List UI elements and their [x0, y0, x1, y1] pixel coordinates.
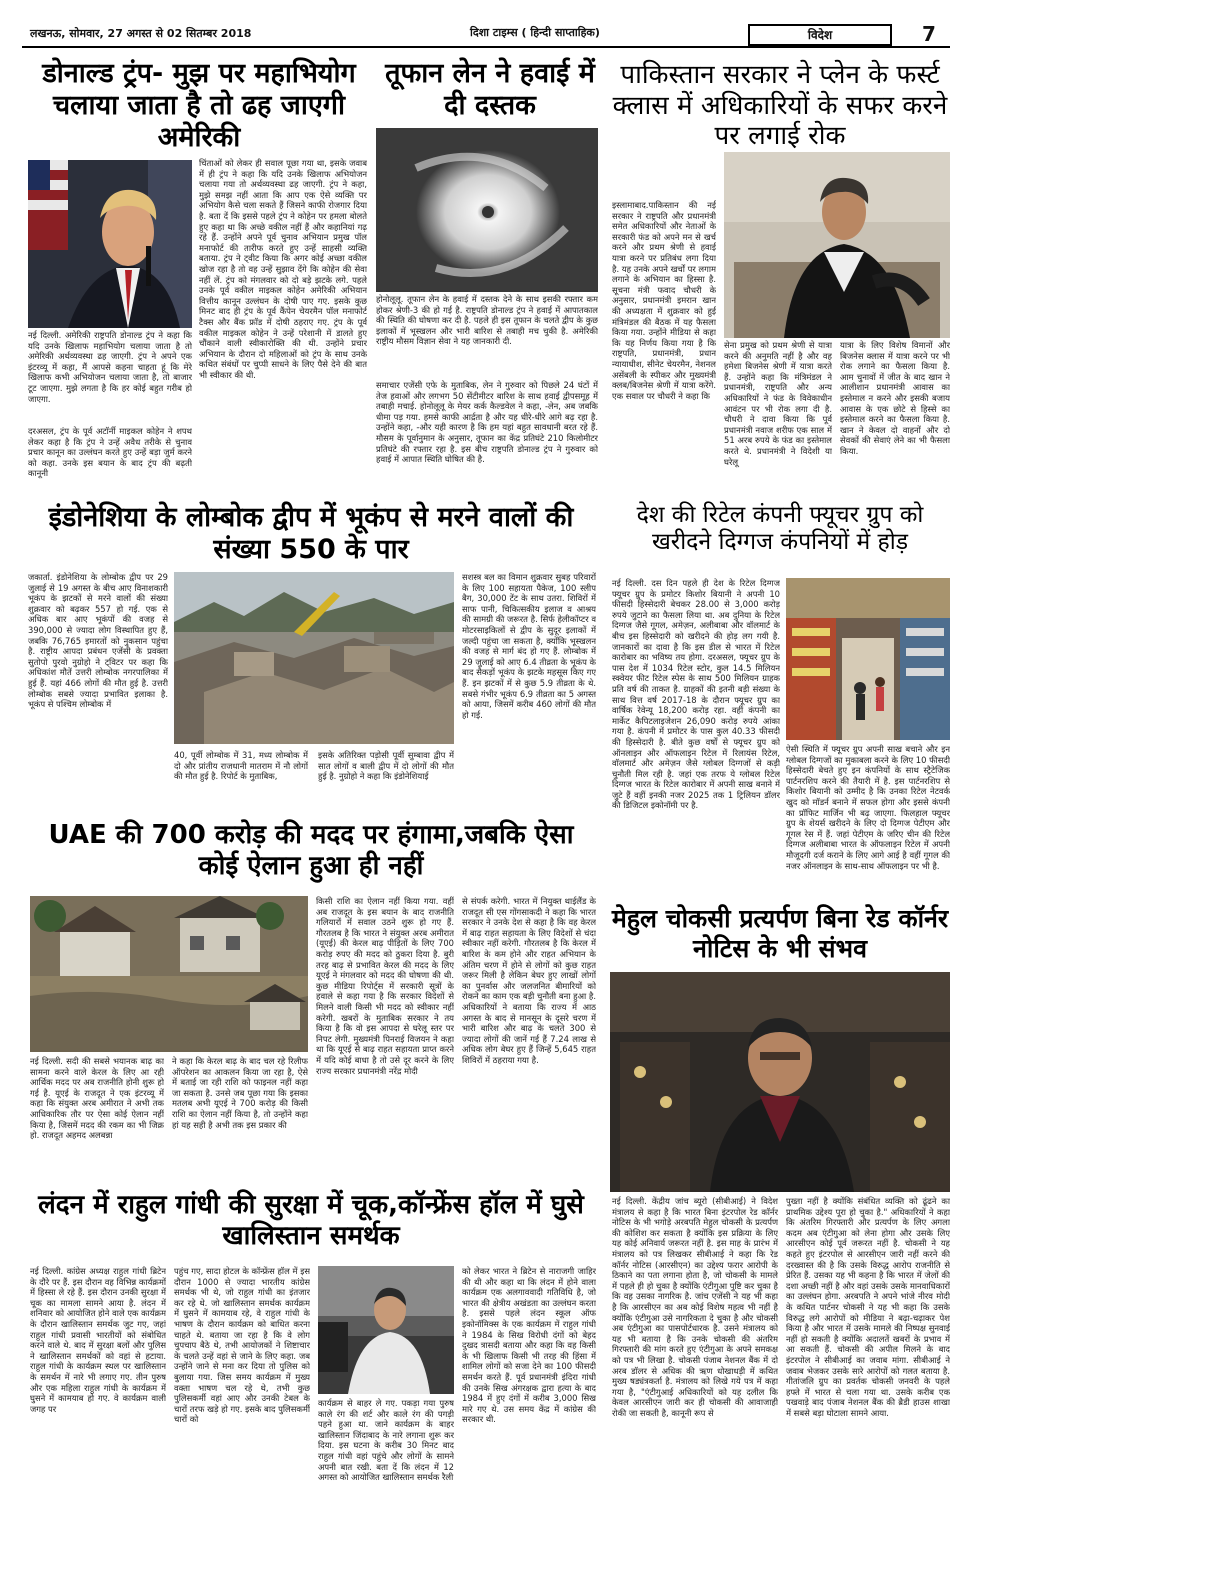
pakistan-body-col1: इस्लामाबाद.पाकिस्तान की नई सरकार ने राष्ट्रपति और प्रधानमंत्री समेत अधिकारियों और नेताओं के सरकारी फंड को अपने मन से खर्च करने और प्रथम श्रेणी से हवाई यात्रा करने पर प्रतिबंध लगा दिया है. यह उनके अपने खर्चों पर लगाम लगाने के अभियान का हिस्सा है. सूचना मंत्री फवाद चौधरी के अनुसार, प्रधानमंत्री इमरान खान की अध्यक्षता में शुक्रवार को हुई मंत्रिमंडल की बैठक में यह फैसला किया गया. उन्होंने मीडिया से कहा कि यह निर्णय किया गया है कि राष्ट्रपति, प्रधानमंत्री, प्रधान न्यायाधीश, सीनेट चेयरमैन, नेशनल असेंबली के स्पीकर और मुख्यमंत्री क्लब/बिजनेस श्रेणी में यात्रा करेंगे. एक सवाल पर चौधरी ने कहा कि [612, 200, 716, 401]
masthead-date: लखनऊ, सोमवार, 27 अगस्त से 02 सितम्बर 2018 [30, 27, 252, 40]
uae-headline: UAE की 700 करोड़ की मदद पर हंगामा,जबकि ऐसा कोई ऐलान हुआ ही नहीं [48, 820, 574, 881]
future-group-headline: देश की रिटेल कंपनी फ्यूचर ग्रुप को खरीदने दिग्गज कंपनियों में होड़ [636, 502, 924, 556]
mehul-choksi-headline: मेहुल चोकसी प्रत्यर्पण बिना रेड कॉर्नर नोटिस के भी संभव [611, 904, 949, 963]
hurricane-photo [376, 128, 598, 292]
rahul-gandhi-headline: लंदन में राहुल गांधी की सुरक्षा में चूक,कॉन्फ्रेंस हॉल में घुसे खालिस्तान समर्थक [38, 1190, 584, 1251]
uae-body-col3: किसी राशि का ऐलान नहीं किया गया. वहीं अब राजदूत के इस बयान के बाद राजनीति गलियारों में सवाल उठने शुरू हो गए हैं. गौरतलब है कि भारत ने संयुक्त अरब अमीरात (यूएई) की केरल बाढ़ पीड़ितों के लिए 700 करोड़ रुपए की मदद को ठुकरा दिया है. बुरी तरह बाढ़ से प्रभावित केरल की मदद के लिए यूएई ने मंगलवार को मदद की घोषणा की थी. कुछ मीडिया रिपोर्ट्स में सरकारी सूत्रों के हवाले से कहा गया है कि सरकार विदेशों से मिलने वाली किसी भी मदद को स्वीकार नहीं करेगी. खबरों के मुताबिक सरकार ने तय किया है कि वो इस आपदा से घरेलू स्तर पर निपट लेगी. मुख्यमंत्री पिनराई विजयन ने कहा था कि यूएई से बाढ़ राहत सहायता प्राप्त करने में यदि कोई बाधा है तो उसे दूर करने के लिए राज्य सरकार प्रधानमंत्री नरेंद्र मोदी [316, 896, 454, 1076]
uae-body-col2: ने कहा कि केरल बाढ़ के बाद चल रहे रिलीफ ऑपरेशन का आकलन किया जा रहा है, ऐसे में बताई जा रही राशि को फाइनल नहीं कहा जा सकता है. उनसे जब पूछा गया कि इसका मतलब अभी यूएई ने 700 करोड़ की किसी राशि का ऐलान नहीं किया है, तो उन्होंने कहा हां यह सही है अभी तक इस प्रकार की [172, 1056, 308, 1130]
earthquake-photo [174, 572, 454, 744]
uae-body-col4: से संपर्क करेगी. भारत में नियुक्त थाईलैंड के राजदूत सी एस गोंगसाकदी ने कहा कि भारत सरकार ने उनके देश से कहा है कि वह केरल में बाढ़ राहत सहायता के लिए विदेशों से चंदा स्वीकार नहीं करेगी. गौरतलब है कि केरल में बारिश के कम होने और राहत अभियान के अंतिम चरण में होने से लोगों को कुछ राहत जरूर मिली है लेकिन बेघर हुए लाखों लोगों का पुनर्वास और जलजनित बीमारियों को रोकने का काम एक बड़ी चुनौती बना हुआ है. अधिकारियों ने बताया कि राज्य में आठ अगस्त के बाद से मानसून के दूसरे चरण में भारी बारिश और बाढ़ के चलते 300 से ज्यादा लोगों की जानें गई हैं 7.24 लाख से अधिक लोग बेघर हुए हैं जिन्हें 5,645 राहत शिविरों में ठहराया गया है. [462, 896, 596, 1065]
pakistan-body-col3: यात्रा के लिए विशेष विमानों और बिजनेस क्लास में यात्रा करने पर भी रोक लगाने का फैसला किया है. आम चुनावों में जीत के बाद खान ने आलीशान प्रधानमंत्री आवास का इस्तेमाल न करने और इसकी बजाय आवास के एक छोटे से हिस्से का इस्तेमाल करने का फैसला किया है. खान ने केवल दो वाहनों और दो सेवकों की सेवाएं लेने का भी फैसला किया. [840, 340, 950, 456]
mehul-choksi-body-col2: पुख्ता नहीं है क्योंकि संबंधित व्यक्ति को ढूंढने का प्राथमिक उद्देश्य पूरा हो चुका है." अधिकारियों ने कहा कि अंतरिम गिरफ्तारी और प्रत्यर्पण के लिए अगला कदम अब एंटीगुआ को लेना होगा और उसके लिए आरसीएन कोई पूर्व जरूरत नहीं है. चोकसी ने यह कहते हुए इंटरपोल से आरसीएन जारी नहीं करने की दरख्वास्त की है कि उसके विरुद्ध आरोप राजनीति से प्रेरित हैं. उसका यह भी कहना है कि भारत में जेलों की दशा अच्छी नहीं है और वहां उसके उसके मानवाधिकारों का उल्लंघन होगा. अरबपति ने अपने भांजे नीरव मोदी के कथित पार्टनर चोकसी ने यह भी कहा कि उसके विरुद्ध लगे आरोपों को मीडिया ने बढ़ा-चढ़ाकर पेश किया है और भारत में उसके मामले की निष्पक्ष सुनवाई नहीं हो सकती है क्योंकि अदालतें खबरों के प्रभाव में आ सकती हैं. चोकसी की अपील मिलने के बाद इंटरपोल ने सीबीआई का जवाब मांगा. सीबीआई ने जवाब भेजकर उसके सारे आरोपों को गलत बताया है. गीतांजलि ग्रुप का प्रवर्तक चोकसी जनवरी के पहले हफ्ते में भारत से चला गया था. उसके करीब एक पखवाड़े बाद पंजाब नेशनल बैंक की ब्रैडी हाउस शाखा में सबसे बड़ा घोटाला सामने आया. [786, 1196, 950, 1418]
hawaii-headline: तूफान लेन ने हवाई में दी दस्तक [385, 58, 595, 121]
future-group-body-col2: ऐसी स्थिति में फ्यूचर ग्रुप अपनी साख बचाने और इन ग्लोबल दिग्गजों का मुकाबला करने के लिए 10 फीसदी हिस्सेदारी बेचते हुए इन कंपनियों के साथ स्ट्रैटेजिक पार्टनरशिप करने की तैयारी में है. इस पार्टनरशिप से किशोर बियानी को उम्मीद है कि उनका रिटेल नेटवर्क खुद को मॉडर्न बनाने में सफल होगा और इससे कंपनी का प्रॉफिट मार्जिन भी बढ़ जाएगा. फिलहाल फ्यूचर ग्रुप के शेयर्स खरीदने के लिए दो दिग्गज पेटीएम और गूगल रेस में हैं. जहां पेटीएम के जरिए चीन की रिटेल दिग्गज अलीबाबा भारत के ऑफलाइन रिटेल में अपनी मौजूदगी दर्ज कराने के लिए आगे आई है वहीं गूगल की नजर ऑनलाइन के साथ-साथ ऑफलाइन पर भी है. [786, 744, 950, 871]
trump-caption: नई दिल्ली. अमेरिकी राष्ट्रपति डोनाल्ड ट्रंप ने कहा कि यदि उनके खिलाफ महाभियोग चलाया जाता है तो अमेरिकी अर्थव्यवस्था ढह जाएगी. ट्रंप ने अपने एक इंटरव्यू में कहा, मैं आपसे कहना चाहता हूं कि मेरे खिलाफ कभी अभियोजन चलाया जाता है, तो बाजार टूट जाएगा. मुझे लगता है कि हर कोई बहुत गरीब हो जाएगा. [28, 330, 192, 404]
rahul-gandhi-body-col3: को लेकर भारत ने ब्रिटेन से नाराजगी जाहिर की थी और कहा था कि लंदन में होने वाला कार्यक्रम एक अलगाववादी गतिविधि है, जो भारत की क्षेत्रीय अखंडता का उल्लंघन करता है. इससे पहले लंदन स्कूल ऑफ इकोनॉमिक्स के एक कार्यक्रम में राहुल गांधी ने 1984 के सिख विरोधी दंगों को बेहद दुखद त्रासदी बताया और कहा कि वह किसी के भी खिलाफ किसी भी तरह की हिंसा में शामिल लोगों को सजा देने का 100 फीसदी समर्थन करते हैं. पूर्व प्रधानमंत्री इंदिरा गांधी की उनके सिख अंगरक्षक द्वारा हत्या के बाद 1984 में हुए दंगों में करीब 3,000 सिख मारे गए थे. उस समय केंद्र में कांग्रेस की सरकार थी. [462, 1266, 596, 1425]
lombok-body-col4: सशस्त्र बल का विमान शुक्रवार सुबह परिवारों के लिए 100 सहायता पैकेज, 100 स्लीप बैग, 30,000 टेंट के साथ उतरा. शिविरों में साफ पानी, चिकित्सकीय इलाज व आश्रय की सामग्री की जरूरत है. सिर्फ हेलीकॉप्टर व मोटरसाइकिलों से द्वीप के सुदूर इलाकों में जल्दी पहुंचा जा सकता है, क्योंकि भूस्खलन की वजह से मार्ग बंद हो गए हैं. लोम्बोक में 29 जुलाई को आए 6.4 तीव्रता के भूकंप के बाद सैकड़ों भूकंप के झटके महसूस किए गए हैं. इन झटकों में से कुछ 5.9 तीव्रता के थे. सबसे गंभीर भूकंप 6.9 तीव्रता का 5 अगस्त को आया, जिसमें करीब 460 लोगों की मौत हो गई. [462, 572, 596, 720]
rahul-gandhi-caption: कार्यक्रम से बाहर ले गए. पकड़ा गया पुरुष काले रंग की शर्ट और काले रंग की पगड़ी पहने हुआ था. जाने कार्यक्रम के बाहर खालिस्तान जिंदाबाद के नारे लगाना शुरू कर दिया. इस घटना के करीब 30 मिनट बाद राहुल गांधी वहां पहुंचे और लोगों के सामने अपनी बात रखी. बता दें कि लंदन में 12 अगस्त को आयोजित खालिस्तान समर्थक रैली [318, 1398, 454, 1483]
imran-khan-photo [724, 152, 950, 338]
section-label: विदेश [748, 24, 892, 46]
mehul-choksi-body-col1: नई दिल्ली. केंद्रीय जांच ब्यूरो (सीबीआई) ने विदेश मंत्रालय से कहा है कि भारत बिना इंटरपोल रेड कॉर्नर नोटिस के भी भगोड़े अरबपति मेहुल चोकसी के प्रत्यर्पण की कोशिश कर सकता है क्योंकि इस प्रक्रिया के लिए यह कोई अनिवार्य जरूरत नहीं है. इस माह के प्रारंभ में मंत्रालय को पत्र लिखकर सीबीआई ने कहा कि रेड कॉर्नर नोटिस (आरसीएन) का उद्देश्य फरार आरोपी के ठिकाने का पता लगाना होता है, जो चोकसी के मामले में पहले ही हो चुका है क्योंकि एंटीगुआ पुष्टि कर चुका है कि वह उसका नागरिक है. जांच एजेंसी ने यह भी कहा है कि आरसीएन का अब कोई विशेष महत्व भी नहीं है क्योंकि एंटीगुआ उसे नागरिकता दे चुका है और चोकसी अब एंटीगुआ का पासपोर्टधारक है. उसने मंत्रालय को यह भी बताया है कि उनके चोकसी की अंतरिम गिरफ्तारी की मांग करते हुए एंटीगुआ के अपने समकक्ष को पत्र भी लिखा है. चोकसी पंजाब नेशनल बैंक में दो अरब डॉलर से अधिक की ऋण धोखाधड़ी में कथित मुख्य षड्यंत्रकर्ता है. मंत्रालय को लिखे गये पत्र में कहा गया है, "एंटीगुआई अधिकारियों को यह दलील कि केवल आरसीएन जारी कर ही चोकसी की आवाजाही रोकी जा सकती है, कानूनी रूप से [612, 1196, 778, 1418]
lombok-body-col3: इसके अतिरिक्त पड़ोसी पूर्वी सुम्बावा द्वीप में सात लोगों व बाली द्वीप में दो लोगों की मौत हुई है. नुग्रोहो ने कहा कि इंडोनेशियाई [318, 750, 454, 782]
pakistan-body-col2: सेना प्रमुख को प्रथम श्रेणी से यात्रा करने की अनुमति नहीं है और वह हमेशा बिजनेस श्रेणी में यात्रा करते हैं. उन्होंने कहा कि मंत्रिमंडल ने प्रधानमंत्री, राष्ट्रपति और अन्य अधिकारियों ने फंड के विवेकाधीन आवंटन पर भी रोक लगा दी है. चौधरी ने दावा किया कि पूर्व प्रधानमंत्री नवाज शरीफ एक साल में 51 अरब रुपये के फंड का इस्तेमाल करते थे. प्रधानमंत्री ने विदेशी या घरेलू [724, 340, 832, 467]
kerala-flood-photo [30, 896, 308, 1052]
lombok-body-col1: जकार्ता. इंडोनेशिया के लोम्बोक द्वीप पर 29 जुलाई से 19 अगस्त के बीच आए विनाशकारी भूकंप के झटकों से मरने वालों की संख्या शुक्रवार को बढ़कर 557 हो गई. एक से अधिक बार आए भूकंपों की वजह से 390,000 से ज्यादा लोग विस्थापित हुए हैं, जबकि 76,765 इमारतों को नुकसान पहुंचा है. राष्ट्रीय आपदा प्रबंधन एजेंसी के प्रवक्ता सुतोपो पुरवो नुग्रोहो ने ट्विटर पर कहा कि अधिकांश मौतें उत्तरी लोम्बोक नगरपालिका में हुई हैं. यहां 466 लोगों की मौत हुई है. उत्तरी लोम्बोक सबसे ज्यादा प्रभावित इलाका है. भूकंप से पश्चिम लोम्बोक में [28, 572, 168, 710]
rahul-gandhi-photo [318, 1266, 454, 1394]
hawaii-caption: होनोलूलू. तूफान लेन के हवाई में दस्तक देने के साथ इसकी रफ्तार कम होकर श्रेणी-3 की हो गई है. राष्ट्रपति डोनाल्ड ट्रंप ने हवाई में आपातकाल की स्थिति की घोषणा कर दी है. पहले ही इस तूफान के चलते द्वीप के कुछ इलाकों में भूस्खलन और भारी बारिश से तबाही मच चुकी है. अमेरिकी राष्ट्रीय मौसम विज्ञान सेवा ने यह जानकारी दी. [376, 294, 598, 347]
lombok-headline: इंडोनेशिया के लोम्बोक द्वीप में भूकंप से मरने वालों की संख्या 550 के पार [48, 502, 574, 565]
lombok-body-col2: 40, पूर्वी लोम्बोक में 31, मध्य लोम्बोक में दो और प्रांतीय राजधानी मातराम में नौ लोगों की मौत हुई है. रिपोर्ट के मुताबिक, [174, 750, 308, 782]
uae-body-col1: नई दिल्ली. सदी की सबसे भयानक बाढ़ का सामना करने वाले केरल के लिए आ रही आर्थिक मदद पर अब राजनीति होनी शुरू हो गई है. यूएई के राजदूत ने एक इंटरव्यू में कहा कि संयुक्त अरब अमीरात ने अभी तक आधिकारिक तौर पर ऐसा कोई ऐलान नहीं किया है, जिसमें मदद की रकम का भी जिक्र हो. राजदूत अहमद अलबन्ना [30, 1056, 164, 1141]
page-number: 7 [922, 22, 936, 46]
rahul-gandhi-body-col1: नई दिल्ली. कांग्रेस अध्यक्ष राहुल गांधी ब्रिटेन के दौरे पर हैं. इस दौरान वह विभिन्न कार्यक्रमों में हिस्सा ले रहे हैं. इस दौरान उनकी सुरक्षा में चूक का मामला सामने आया है. लंदन में शनिवार को आयोजित होने वाले एक कार्यक्रम के दौरान खालिस्तान समर्थक जुट गए, जहां राहुल गांधी प्रवासी भारतीयों को संबोधित करने वाले थे. बाद में सुरक्षा बलों और पुलिस ने खालिस्तान समर्थकों को वहां से हटाया. राहुल गांधी के कार्यक्रम स्थल पर खालिस्तान के समर्थन में नारे भी लगाए गए. तीन पुरुष और एक महिला राहुल गांधी के कार्यक्रम में घुसने में कामयाब हो गए. वे कार्यक्रम वाली जगह पर [30, 1266, 166, 1414]
mehul-choksi-photo [610, 972, 950, 1192]
masthead-paper-name: दिशा टाइम्स ( हिन्दी साप्ताहिक) [470, 26, 600, 39]
trump-headline: डोनाल्ड ट्रंप- मुझ पर महाभियोग चलाया जाता है तो ढह जाएगी अमेरिकी [42, 58, 356, 153]
pakistan-headline-text: पाकिस्तान सरकार ने प्लेन के फर्स्ट क्लास में अधिकारियों के सफर करने पर लगाई रोक [612, 60, 948, 152]
masthead [22, 22, 950, 48]
future-group-body-col1: नई दिल्ली. दस दिन पहले ही देश के रिटेल दिग्गज फ्यूचर ग्रुप के प्रमोटर किशोर बियानी ने अपनी 10 फीसदी हिस्सेदारी बेचकर 28.00 से 3,000 करोड़ रुपये जुटाने का फैसला लिया था. अब दुनिया के रिटेल दिग्गज जैसे गूगल, अमेज़न, अलीबाबा और वॉलमार्ट के बीच इस हिस्सेदारी को खरीदने की होड़ लग गयी है. जानकारों का दावा है कि इस डील से भारत में रिटेल कारोबार का भविष्य तय होगा. दरअसल, फ्यूचर ग्रुप के पास देश में 1034 रिटेल स्टोर, कुल 14.5 मिलियन स्क्वेयर फीट रिटेल स्पेस के साथ 500 मिलियन ग्राहक प्रति वर्ष की ताकत है. ग्राहकों की इतनी बड़ी संख्या के साथ वित्त वर्ष 2017-18 के दौरान फ्यूचर ग्रुप का वार्षिक रेवेन्यू 18,200 करोड़ रहा. वहीं कंपनी का मार्केट कैपिटलाइजेशन 26,090 करोड़ रुपये आंका गया है. कंपनी में प्रमोटर के पास कुल 40.33 फीसदी की हिस्सेदारी है. बीते कुछ वर्षों से फ्यूचर ग्रुप को ऑनलाइन और ऑफलाइन रिटेल में रिलायंस रिटेल, वॉलमार्ट और अमेज़न जैसे ग्लोबल दिग्गजों से कड़ी चुनौती मिल रही है. जहां एक तरफ ये ग्लोबल रिटेल दिग्गज भारत के रिटेल कारोबार में अपनी साख बनाने में जुटे हैं वहीं इनकी नजर 2025 तक 1 ट्रिलियन डॉलर की डिजिटल इकोनॉमी पर है. [612, 578, 780, 811]
trump-photo [28, 160, 192, 328]
hawaii-body: समाचार एजेंसी एफे के मुताबिक, लेन ने गुरुवार को पिछले 24 घंटों में तेज हवाओं और लगभग 50 सेंटीमीटर बारिश के साथ हवाई द्वीपसमूह में तबाही मचाई. होनोलूलू के मेयर कर्क कैल्डवेल ने कहा, -लेन, अब जबकि धीमा पड़ गया. हमसे काफी आर्द्रता है और यह धीरे-धीरे आगे बढ़ रहा है. उन्होंने कहा, -और यही कारण है कि हम यहां बहुत सावधानी बरत रहे हैं. मौसम के पूर्वानुमान के अनुसार, तूफान का केंद्र प्रतिघंटे 210 किलोमीटर प्रतिघंटे की रफ्तार रहा है. इस बीच राष्ट्रपति डोनाल्ड ट्रंप ने गुरुवार को हवाई में आपात स्थिति घोषित की है. [376, 380, 598, 465]
rahul-gandhi-body-col2: पहुंच गए, सादा होटल के कॉन्फ्रेंस हॉल में इस दौरान 1000 से ज्यादा भारतीय कांग्रेस समर्थक भी थे, जो राहुल गांधी का इंतजार कर रहे थे. जो खालिस्तान समर्थक कार्यक्रम में घुसने में कामयाब रहे, वे राहुल गांधी के भाषण के दौरान कार्यक्रम को बाधित करना चाहते थे. बताया जा रहा है कि वे लोग चुपचाप बैठे थे, तभी आयोजकों ने शिष्टाचार के चलते उन्हें वहां से जाने के लिए कहा. जब उन्होंने जाने से मना कर दिया तो पुलिस को बुलाया गया. जिस समय कार्यक्रम में मुख्य वक्ता भाषण चल रहे थे, तभी कुछ पुलिसकर्मी वहां आए और उनकी टेबल के चारों तरफ खड़े हो गए. इसके बाद पुलिसकर्मी चारों को [174, 1266, 310, 1425]
trump-body-col2: चिंताओं को लेकर ही सवाल पूछा गया था, इसके जवाब में ही ट्रंप ने कहा कि यदि उनके खिलाफ अभियोजन चलाया गया तो अर्थव्यवस्था ढह जाएगी. ट्रंप ने कहा, मुझे समझ नहीं आता कि आप एक ऐसे व्यक्ति पर अभियोग कैसे चला सकते हैं जिसने काफी रोजगार दिया है. बता दें कि इससे पहले ट्रंप ने कोहेन पर हमला बोलते हुए कहा था कि अच्छे वकील नहीं हैं और कहानियां गढ़ रहे हैं. उन्होंने अपने पूर्व चुनाव अभियान प्रमुख पॉल मनाफोर्ट की तारीफ करते हुए उन्हें साहसी व्यक्ति बताया. ट्रंप ने ट्वीट किया कि अगर कोई अच्छा वकील खोज रहा है तो वह उन्हें सुझाव देंगे कि कोहेन की सेवा नहीं लें. ट्रंप को मंगलवार को दो बड़े झटके लगे. पहले उनके पूर्व वकील माइकल कोहेन अमेरिकी अभियान वित्तीय कानून उल्लंघन के दोषी पाए गए. इसके कुछ मिनट बाद ही ट्रंप के पूर्व कैंपेन चेयरमैन पॉल मनाफोर्ट टैक्स और बैंक फ्रॉड में दोषी ठहराए गए. ट्रंप के पूर्व वकील माइकल कोहेन ने उन्हें परेशानी में डालते हुए चौंकाने वाली स्वीकारोक्ति की थी. उन्होंने प्रचार अभियान के दौरान दो महिलाओं को ट्रंप के साथ उनके कथित संबंधों पर चुप्पी साधने के लिए पैसे देने की बात भी स्वीकार की थी. [199, 158, 367, 380]
retail-store-photo [786, 578, 950, 740]
trump-body-col1: दरअसल, ट्रंप के पूर्व अटॉर्नी माइकल कोहेन ने शपथ लेकर कहा है कि ट्रंप ने उन्हें अवैध तरीके से चुनाव प्रचार कानून का उल्लंघन करते हुए उन्हें बड़ा जुर्म करने को कहा. उनके इस बयान के बाद ट्रंप की बढ़ती कानूनी [28, 426, 192, 479]
